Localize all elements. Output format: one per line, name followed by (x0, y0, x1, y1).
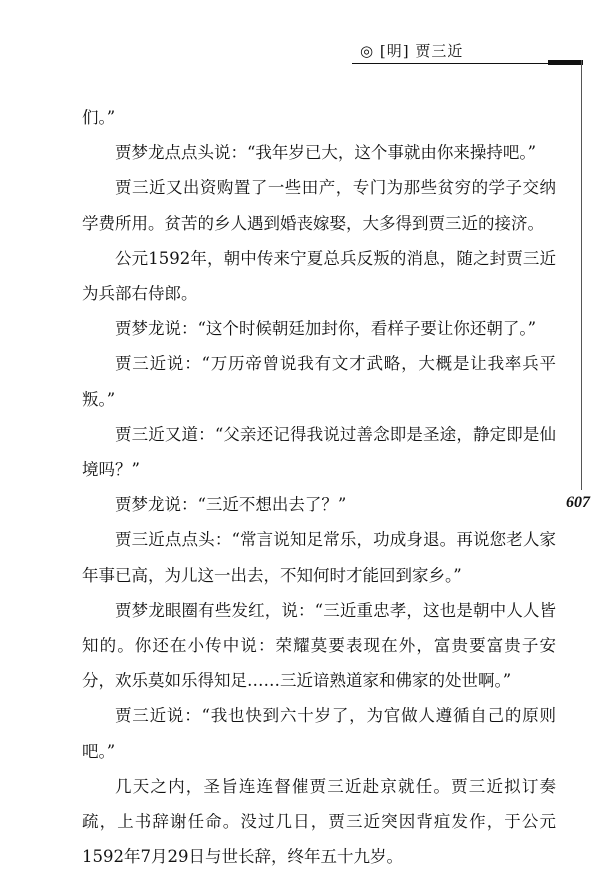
paragraph-8: 贾梦龙说：“三近不想出去了？” (115, 495, 347, 515)
body-text (82, 100, 556, 874)
paragraph-7: 贾三近又道：“父亲还记得我说过善念即是圣途，静定即是仙境吗？” (82, 424, 556, 480)
paragraph-4: 公元1592年，朝中传来宁夏总兵反叛的消息，随之封贾三近为兵部右侍郎。 (82, 248, 556, 304)
paragraph-3: 贾三近又出资购置了一些田产，专门为那些贫穷的学子交纳学费所用。贫苦的乡人遇到婚丧嫁娶，大多得到贾三近的接济。 (82, 178, 556, 233)
paragraph-11: 贾三近说：“我也快到六十岁了，为官做人遵循自己的原则吧。” (82, 706, 556, 761)
page-number: 607 (566, 494, 590, 511)
paragraph-1: 们。” (82, 108, 116, 127)
header-rule-thick (548, 60, 583, 65)
paragraph-10: 贾梦龙眼圈有些发红，说：“三近重忠孝，这也是朝中人人皆知的。你还在小传中说：荣耀莫要表现在外，富贵要富贵子安分，欢乐莫如乐得知足……三近谙熟道家和佛家的处世啊。” (82, 600, 556, 691)
paragraph-9: 贾三近点点头：“常言说知足常乐，功成身退。再说您老人家年事已高，为儿这一出去，不知何时才能回到家乡。” (82, 530, 556, 585)
header-rule (352, 63, 548, 64)
paragraph-12: 几天之内，圣旨连连督催贾三近赴京就任。贾三近拟订奏疏，上书辞谢任命。没过几日，贾三近突因背疽发作，于公元1592年7月29日与世长辞，终年五十九岁。 (82, 776, 556, 867)
paragraph-5: 贾梦龙说：“这个时候朝廷加封你，看样子要让你还朝了。” (115, 319, 537, 339)
running-header: ◎ [明] 贾三近 (360, 42, 464, 60)
side-rule (581, 60, 582, 490)
paragraph-2: 贾梦龙点点头说：“我年岁已大，这个事就由你来操持吧。” (115, 143, 537, 163)
paragraph-6: 贾三近说：“万历帝曾说我有文才武略，大概是让我率兵平叛。” (82, 354, 556, 409)
